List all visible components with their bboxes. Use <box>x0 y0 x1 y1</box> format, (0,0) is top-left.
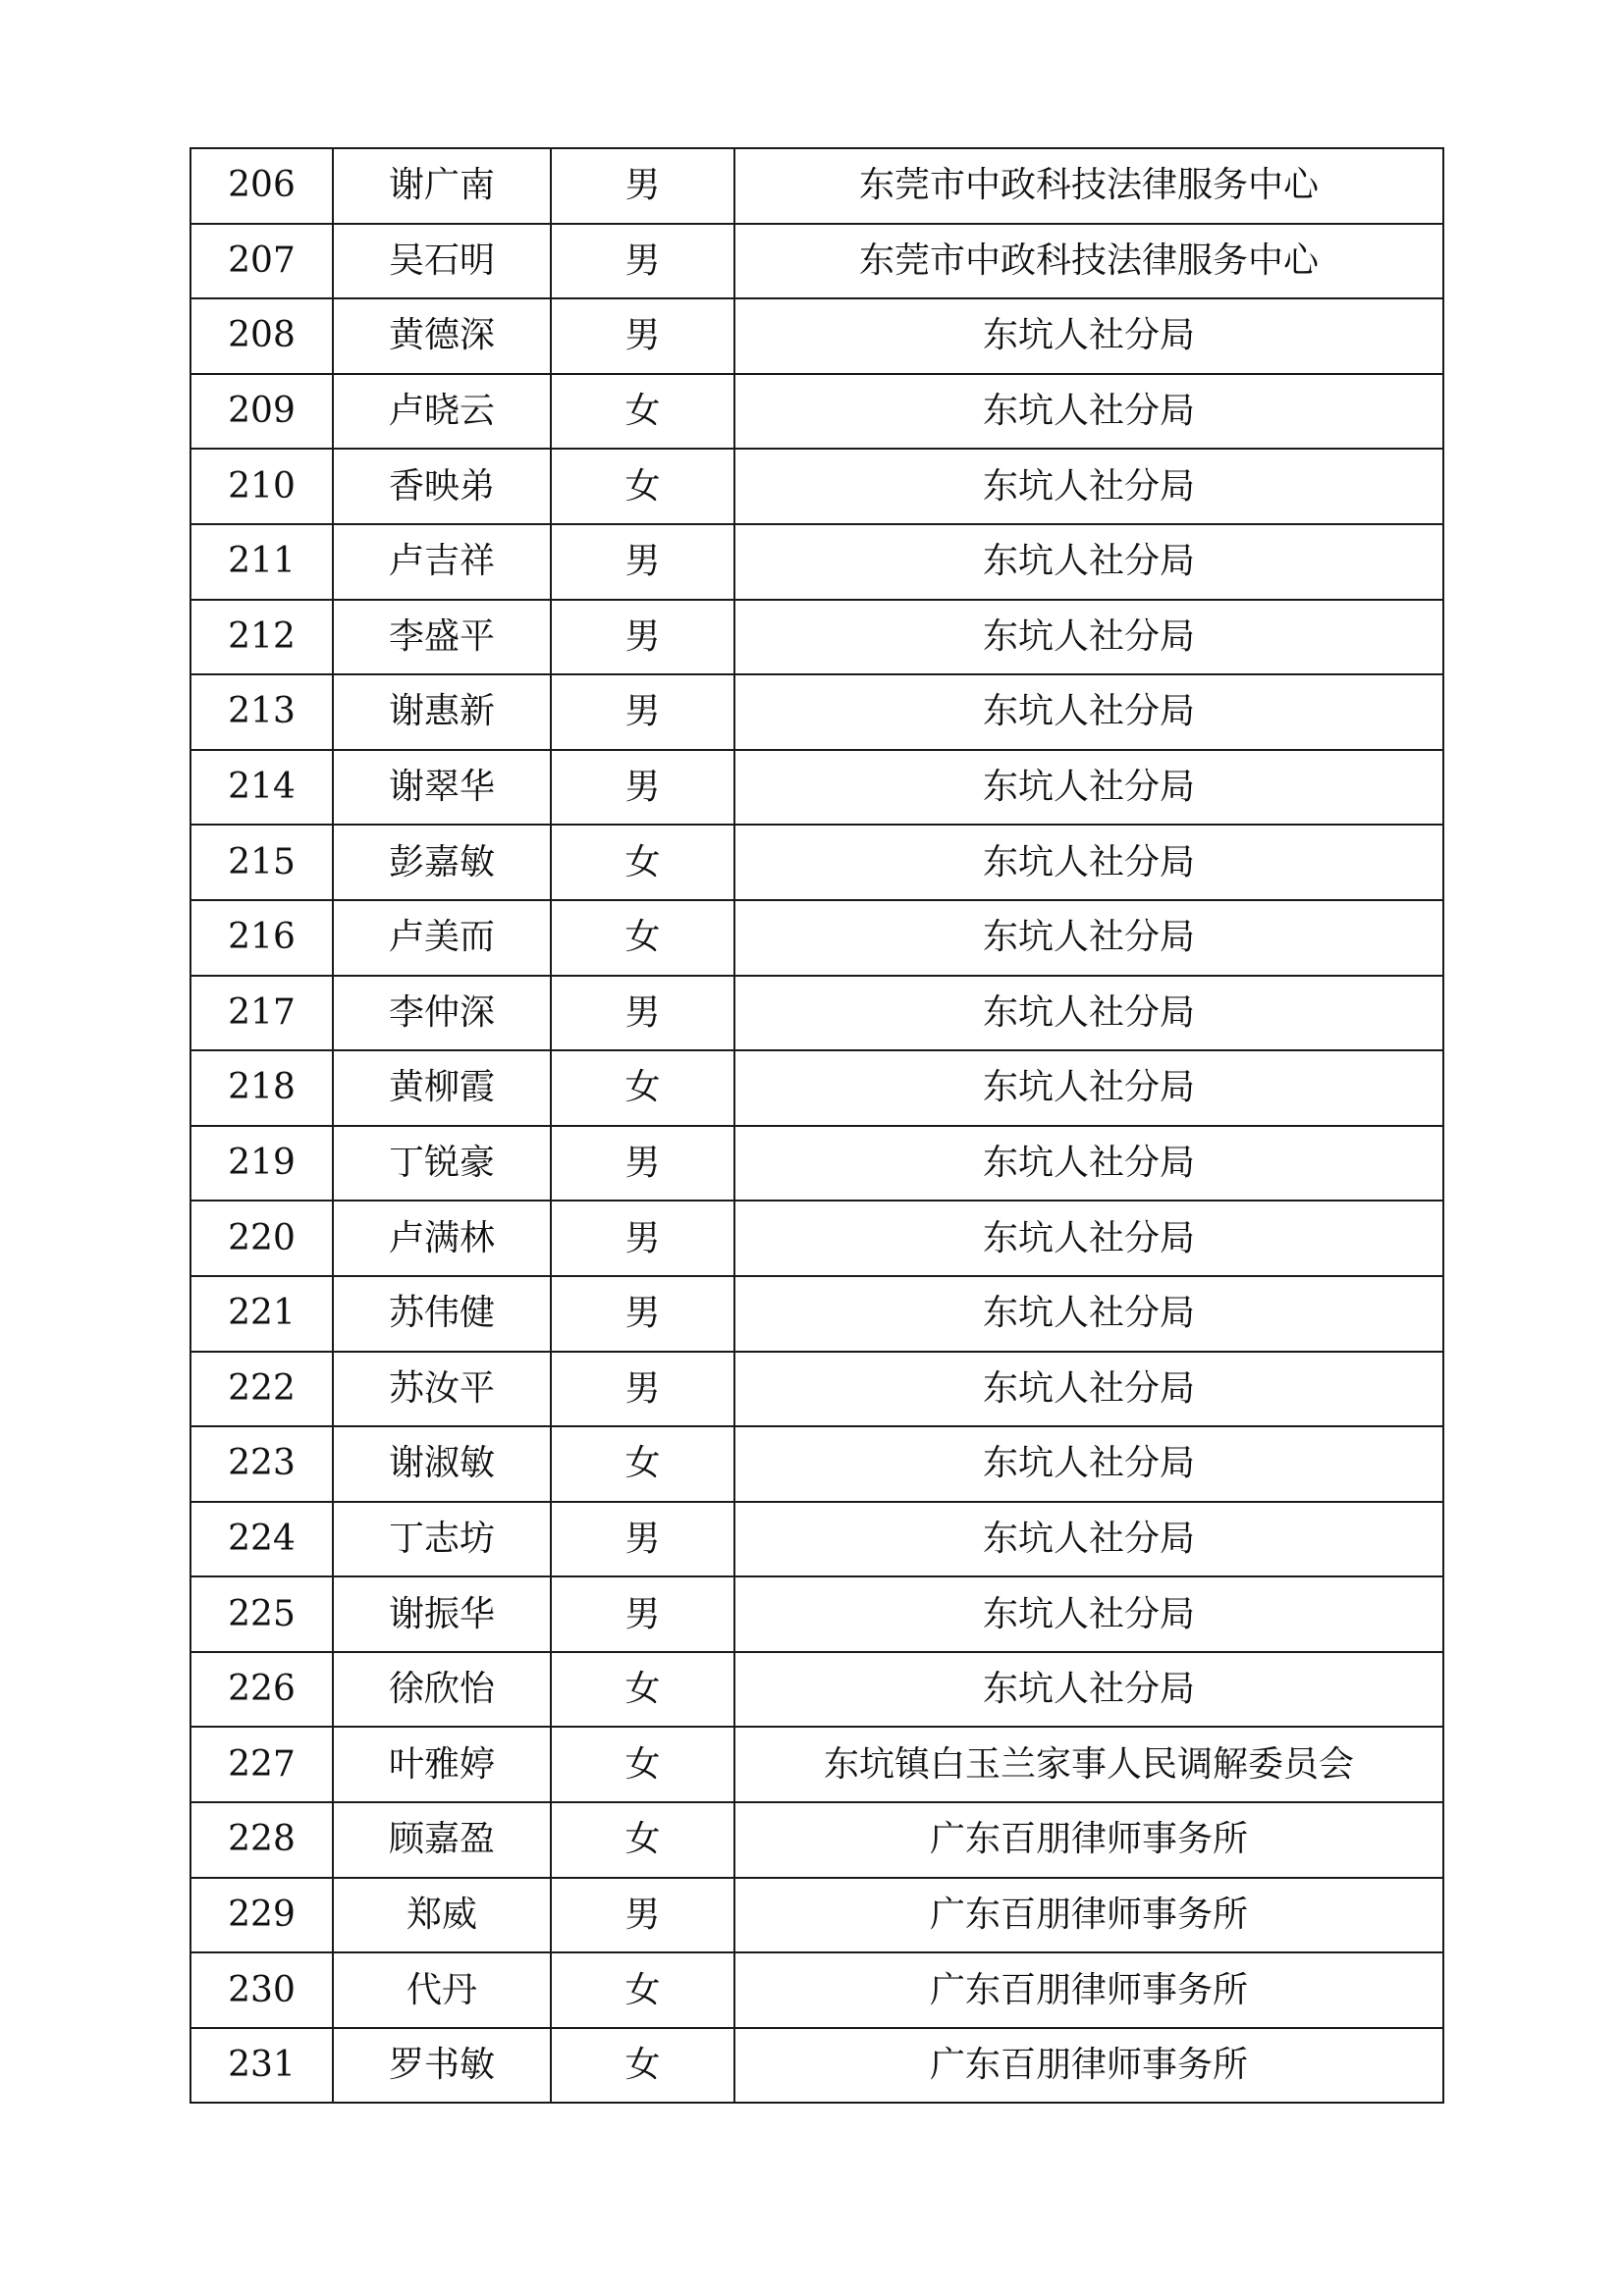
organization-cell: 广东百朋律师事务所 <box>734 1952 1443 2028</box>
gender-cell: 男 <box>551 976 734 1051</box>
roster-table-body <box>190 148 1443 2103</box>
person-name-cell: 香映弟 <box>333 449 551 524</box>
table-row <box>190 2028 1443 2104</box>
row-number-cell: 227 <box>190 1727 333 1802</box>
gender-cell: 男 <box>551 1201 734 1276</box>
row-number-cell: 206 <box>190 148 333 224</box>
row-number-cell: 208 <box>190 298 333 374</box>
gender-cell: 女 <box>551 2028 734 2104</box>
gender-cell: 男 <box>551 1352 734 1427</box>
organization-cell: 东坑人社分局 <box>734 298 1443 374</box>
person-name-cell: 李盛平 <box>333 600 551 675</box>
organization-cell: 东坑人社分局 <box>734 1126 1443 1201</box>
person-name-cell: 徐欣怡 <box>333 1652 551 1728</box>
organization-cell: 东坑人社分局 <box>734 1352 1443 1427</box>
table-row <box>190 1201 1443 1276</box>
organization-cell: 东坑人社分局 <box>734 600 1443 675</box>
gender-cell: 女 <box>551 449 734 524</box>
table-row <box>190 1502 1443 1577</box>
table-row <box>190 674 1443 750</box>
table-row <box>190 825 1443 900</box>
row-number-cell: 210 <box>190 449 333 524</box>
gender-cell: 男 <box>551 750 734 826</box>
table-row <box>190 1802 1443 1878</box>
row-number-cell: 211 <box>190 524 333 600</box>
person-name-cell: 谢翠华 <box>333 750 551 826</box>
person-name-cell: 谢淑敏 <box>333 1426 551 1502</box>
table-row <box>190 374 1443 450</box>
person-name-cell: 罗书敏 <box>333 2028 551 2104</box>
row-number-cell: 222 <box>190 1352 333 1427</box>
row-number-cell: 229 <box>190 1878 333 1953</box>
organization-cell: 东坑人社分局 <box>734 524 1443 600</box>
organization-cell: 东坑人社分局 <box>734 750 1443 826</box>
row-number-cell: 218 <box>190 1050 333 1126</box>
gender-cell: 女 <box>551 825 734 900</box>
person-name-cell: 丁锐豪 <box>333 1126 551 1201</box>
table-row <box>190 900 1443 976</box>
gender-cell: 女 <box>551 1802 734 1878</box>
row-number-cell: 224 <box>190 1502 333 1577</box>
table-row <box>190 1952 1443 2028</box>
gender-cell: 男 <box>551 148 734 224</box>
table-row <box>190 148 1443 224</box>
row-number-cell: 213 <box>190 674 333 750</box>
person-name-cell: 顾嘉盈 <box>333 1802 551 1878</box>
person-name-cell: 李仲深 <box>333 976 551 1051</box>
table-row <box>190 224 1443 299</box>
person-name-cell: 代丹 <box>333 1952 551 2028</box>
table-row <box>190 298 1443 374</box>
row-number-cell: 207 <box>190 224 333 299</box>
person-name-cell: 苏伟健 <box>333 1276 551 1352</box>
table-row <box>190 1050 1443 1126</box>
gender-cell: 男 <box>551 674 734 750</box>
person-name-cell: 卢美而 <box>333 900 551 976</box>
gender-cell: 女 <box>551 900 734 976</box>
organization-cell: 东莞市中政科技法律服务中心 <box>734 224 1443 299</box>
organization-cell: 东坑人社分局 <box>734 1652 1443 1728</box>
row-number-cell: 214 <box>190 750 333 826</box>
organization-cell: 东坑人社分局 <box>734 1276 1443 1352</box>
gender-cell: 女 <box>551 1652 734 1728</box>
gender-cell: 男 <box>551 524 734 600</box>
row-number-cell: 212 <box>190 600 333 675</box>
organization-cell: 东坑镇白玉兰家事人民调解委员会 <box>734 1727 1443 1802</box>
table-row <box>190 1878 1443 1953</box>
table-row <box>190 1576 1443 1652</box>
row-number-cell: 230 <box>190 1952 333 2028</box>
organization-cell: 东坑人社分局 <box>734 374 1443 450</box>
person-name-cell: 黄柳霞 <box>333 1050 551 1126</box>
gender-cell: 女 <box>551 1426 734 1502</box>
person-name-cell: 吴石明 <box>333 224 551 299</box>
table-row <box>190 1426 1443 1502</box>
row-number-cell: 221 <box>190 1276 333 1352</box>
gender-cell: 女 <box>551 1952 734 2028</box>
table-row <box>190 750 1443 826</box>
person-name-cell: 卢满林 <box>333 1201 551 1276</box>
table-row <box>190 1276 1443 1352</box>
row-number-cell: 231 <box>190 2028 333 2104</box>
person-name-cell: 卢吉祥 <box>333 524 551 600</box>
organization-cell: 广东百朋律师事务所 <box>734 1802 1443 1878</box>
organization-cell: 东坑人社分局 <box>734 825 1443 900</box>
gender-cell: 女 <box>551 374 734 450</box>
row-number-cell: 216 <box>190 900 333 976</box>
table-row <box>190 449 1443 524</box>
organization-cell: 东坑人社分局 <box>734 976 1443 1051</box>
row-number-cell: 219 <box>190 1126 333 1201</box>
table-row <box>190 524 1443 600</box>
gender-cell: 男 <box>551 1576 734 1652</box>
gender-cell: 女 <box>551 1050 734 1126</box>
gender-cell: 男 <box>551 600 734 675</box>
organization-cell: 东坑人社分局 <box>734 674 1443 750</box>
gender-cell: 男 <box>551 224 734 299</box>
table-row <box>190 1727 1443 1802</box>
row-number-cell: 228 <box>190 1802 333 1878</box>
gender-cell: 女 <box>551 1727 734 1802</box>
row-number-cell: 226 <box>190 1652 333 1728</box>
table-row <box>190 1652 1443 1728</box>
gender-cell: 男 <box>551 1276 734 1352</box>
organization-cell: 广东百朋律师事务所 <box>734 1878 1443 1953</box>
person-name-cell: 郑威 <box>333 1878 551 1953</box>
table-row <box>190 1126 1443 1201</box>
organization-cell: 东莞市中政科技法律服务中心 <box>734 148 1443 224</box>
person-name-cell: 彭嘉敏 <box>333 825 551 900</box>
table-row <box>190 1352 1443 1427</box>
gender-cell: 男 <box>551 1502 734 1577</box>
table-row <box>190 976 1443 1051</box>
row-number-cell: 215 <box>190 825 333 900</box>
person-name-cell: 谢振华 <box>333 1576 551 1652</box>
organization-cell: 东坑人社分局 <box>734 449 1443 524</box>
organization-cell: 广东百朋律师事务所 <box>734 2028 1443 2104</box>
organization-cell: 东坑人社分局 <box>734 1576 1443 1652</box>
row-number-cell: 217 <box>190 976 333 1051</box>
organization-cell: 东坑人社分局 <box>734 1050 1443 1126</box>
organization-cell: 东坑人社分局 <box>734 1426 1443 1502</box>
organization-cell: 东坑人社分局 <box>734 900 1443 976</box>
row-number-cell: 223 <box>190 1426 333 1502</box>
person-name-cell: 谢惠新 <box>333 674 551 750</box>
person-name-cell: 谢广南 <box>333 148 551 224</box>
row-number-cell: 209 <box>190 374 333 450</box>
gender-cell: 男 <box>551 1878 734 1953</box>
row-number-cell: 225 <box>190 1576 333 1652</box>
row-number-cell: 220 <box>190 1201 333 1276</box>
roster-table <box>189 147 1444 2104</box>
person-name-cell: 黄德深 <box>333 298 551 374</box>
person-name-cell: 叶雅婷 <box>333 1727 551 1802</box>
table-row <box>190 600 1443 675</box>
person-name-cell: 丁志坊 <box>333 1502 551 1577</box>
organization-cell: 东坑人社分局 <box>734 1502 1443 1577</box>
person-name-cell: 卢晓云 <box>333 374 551 450</box>
person-name-cell: 苏汝平 <box>333 1352 551 1427</box>
gender-cell: 男 <box>551 298 734 374</box>
organization-cell: 东坑人社分局 <box>734 1201 1443 1276</box>
gender-cell: 男 <box>551 1126 734 1201</box>
